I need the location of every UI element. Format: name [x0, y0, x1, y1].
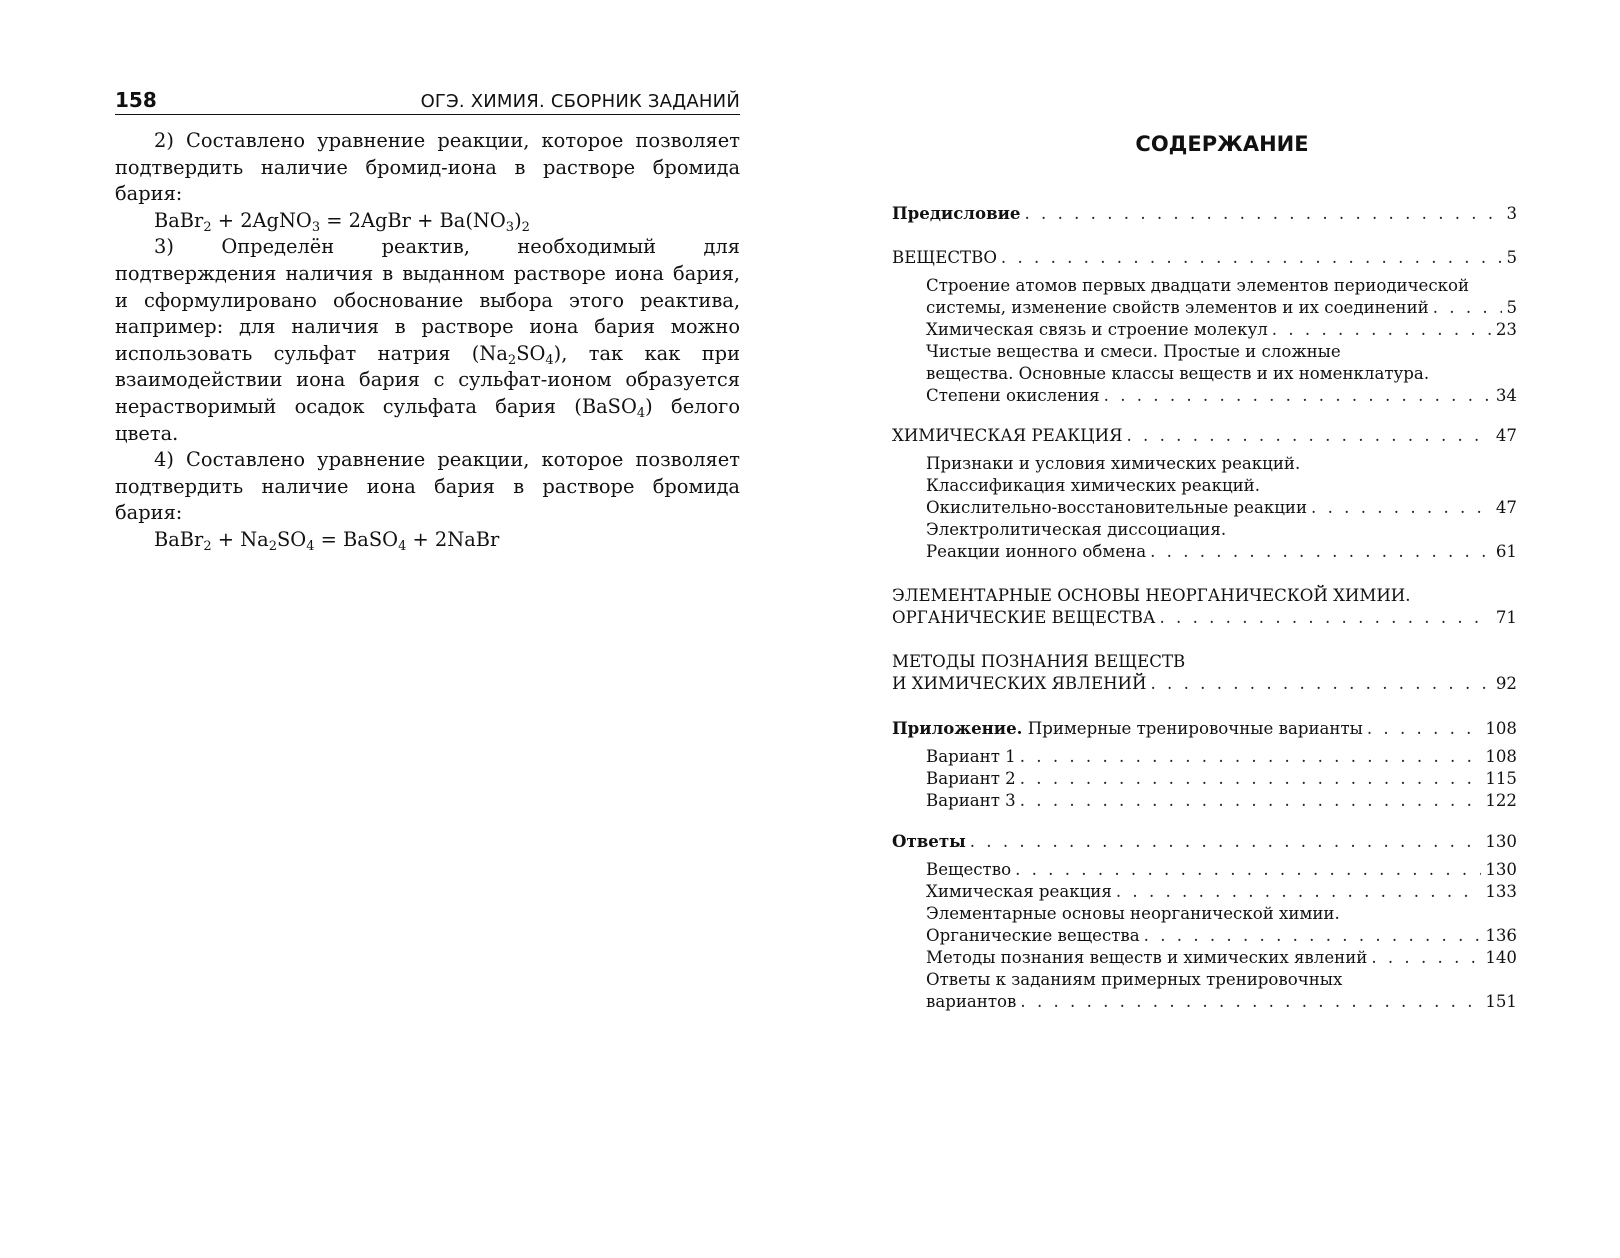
toc-answers-methods[interactable]: Методы познания веществ и химических явлений . . . 140: [892, 947, 1517, 969]
toc-ionic[interactable]: Реакции ионного обмена . . . 61: [892, 541, 1517, 563]
toc-preface[interactable]: Предисловие . . . 3: [892, 202, 1517, 225]
toc-variant-2[interactable]: Вариант 2 . . . 115: [892, 768, 1517, 790]
toc-reaction-line2: Классификация химических реакций.: [926, 476, 1261, 495]
right-page: [810, 0, 1620, 1258]
toc-inorganic[interactable]: ОРГАНИЧЕСКИЕ ВЕЩЕСТВА . . . 71: [892, 607, 1517, 629]
toc-reaction[interactable]: ХИМИЧЕСКАЯ РЕАКЦИЯ . . . 47: [892, 425, 1517, 447]
equation-1: BaBr$_2$ + 2AgNO$_3$ = 2AgBr + $Ba(NO_3)_2$: [154, 208, 530, 235]
answer-item-4: 4) Составлено уравнение реакции, которое позволяет подтвердить наличие иона бария в растворе бромида бария:: [115, 448, 740, 525]
toc-inorganic-line1: ЭЛЕМЕНТАРНЫЕ ОСНОВЫ НЕОРГАНИЧЕСКОЙ ХИМИИ.: [892, 586, 1411, 605]
toc-answers-variants[interactable]: вариантов . . . 151: [892, 991, 1517, 1013]
toc-answers-reaction[interactable]: Химическая реакция . . . 133: [892, 881, 1517, 903]
toc-atoms-line1: Строение атомов первых двадцати элементов периодической: [926, 276, 1470, 295]
equation-2: BaBr$_2$ + $Na_2SO_4$ = BaSO$_4$ + 2NaBr: [154, 527, 500, 554]
toc-answers-inorganic-line1: Элементарные основы неорганической химии.: [926, 904, 1340, 923]
toc-methods[interactable]: И ХИМИЧЕСКИХ ЯВЛЕНИЙ . . . 92: [892, 673, 1517, 695]
toc-appendix[interactable]: Приложение. Примерные тренировочные варианты . . . 108: [892, 717, 1517, 740]
toc-answers-organic[interactable]: Органические вещества . . . 136: [892, 925, 1517, 947]
toc-bond[interactable]: Химическая связь и строение молекул . . . 23: [892, 319, 1517, 341]
toc-reaction-line4: Электролитическая диссоциация.: [926, 520, 1227, 539]
toc-pure-line2: вещества. Основные классы веществ и их номенклатура.: [926, 364, 1430, 383]
toc-answers-variants-line1: Ответы к заданиям примерных тренировочных: [926, 970, 1343, 989]
table-of-contents: [892, 202, 1517, 1013]
toc-reaction-line1: Признаки и условия химических реакций.: [926, 454, 1301, 473]
answer-item-2: 2) Составлено уравнение реакции, которое позволяет подтвердить наличие бромид-иона в растворе бромида бария:: [115, 129, 740, 206]
answer-text: [115, 128, 740, 554]
toc-methods-line1: МЕТОДЫ ПОЗНАНИЯ ВЕЩЕСТВ: [892, 652, 1186, 671]
toc-answers[interactable]: Ответы . . . 130: [892, 830, 1517, 853]
toc-variant-3[interactable]: Вариант 3 . . . 122: [892, 790, 1517, 812]
toc-variant-1[interactable]: Вариант 1 . . . 108: [892, 746, 1517, 768]
toc-atoms[interactable]: системы, изменение свойств элементов и их соединений . . . 5: [892, 297, 1517, 319]
toc-pure-line1: Чистые вещества и смеси. Простые и сложные: [926, 342, 1341, 361]
toc-substance[interactable]: ВЕЩЕСТВО . . . 5: [892, 247, 1517, 269]
toc-answers-substance[interactable]: Вещество . . . 130: [892, 859, 1517, 881]
page-number: 158: [115, 88, 157, 112]
toc-redox[interactable]: Окислительно-восстановительные реакции . . . 47: [892, 497, 1517, 519]
contents-title: СОДЕРЖАНИЕ: [1135, 132, 1309, 156]
answer-item-3: 3) Определён реактив, необходимый для подтверждения наличия в выданном растворе иона бария, и сформулировано обоснование выбора этого реактива, например: для наличия в растворе иона бария можно использовать сульфат натрия $(Na_2SO_4)$, так как при взаимодействии иона бария с сульфат-ионом образуется нерастворимый осадок сульфата бария (BaSO$_4$) белого цвета.: [115, 235, 740, 445]
toc-oxidation[interactable]: Степени окисления . . . 34: [892, 385, 1517, 407]
book-title: ОГЭ. ХИМИЯ. СБОРНИК ЗАДАНИЙ: [420, 91, 740, 112]
running-head: [115, 84, 740, 115]
